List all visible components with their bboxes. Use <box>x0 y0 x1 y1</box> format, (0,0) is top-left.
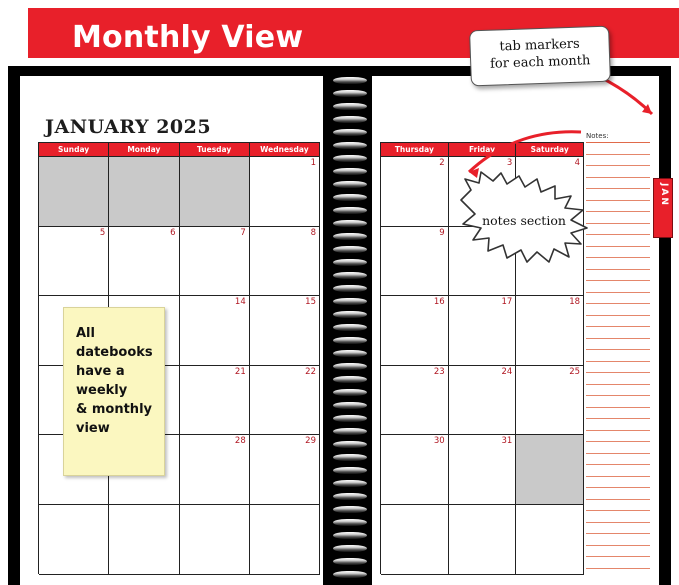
spiral-coil <box>332 102 368 111</box>
day-number: 4 <box>574 158 581 168</box>
day-number: 29 <box>305 436 316 447</box>
day-number: 21 <box>234 366 246 377</box>
spiral-coil <box>332 284 368 293</box>
spiral-coil <box>332 76 368 85</box>
spiral-coil <box>332 440 368 449</box>
calendar-day-cell[interactable] <box>109 505 179 575</box>
notes-line <box>586 477 650 489</box>
notes-line <box>586 293 650 305</box>
spiral-coil <box>332 479 368 488</box>
calendar-week-row <box>39 505 320 575</box>
calendar-day-cell[interactable] <box>109 227 179 297</box>
spiral-coil <box>332 154 368 163</box>
spiral-coil <box>332 362 368 371</box>
weekday-header-wednesday: Wednesday <box>250 143 320 157</box>
calendar-day-cell[interactable] <box>516 296 584 366</box>
calendar-week-row <box>381 435 584 505</box>
calendar-day-cell[interactable] <box>449 505 517 575</box>
notes-line <box>586 339 650 351</box>
calendar-day-cell[interactable] <box>381 366 449 436</box>
weekday-header-tuesday: Tuesday <box>180 143 250 157</box>
notes-line <box>586 270 650 282</box>
notes-line <box>586 419 650 431</box>
spiral-coil <box>332 232 368 241</box>
calendar-day-cell[interactable] <box>516 366 584 436</box>
notes-line <box>586 201 650 213</box>
spiral-coil <box>332 349 368 358</box>
day-number: 14 <box>234 297 246 308</box>
notes-line <box>586 546 650 558</box>
calendar-day-cell[interactable] <box>449 366 517 436</box>
calendar-day-cell[interactable] <box>381 296 449 366</box>
day-number: 17 <box>501 297 513 308</box>
calendar-day-cell[interactable] <box>250 435 320 505</box>
calendar-week-row <box>381 366 584 436</box>
calendar-day-cell[interactable] <box>250 366 320 436</box>
notes-callout-pointer-icon <box>463 128 583 184</box>
spiral-coil <box>332 427 368 436</box>
notes-line <box>586 523 650 535</box>
month-title: JANUARY 2025 <box>45 116 212 138</box>
day-number: 31 <box>501 436 513 447</box>
calendar-day-cell[interactable] <box>180 227 250 297</box>
calendar-week-row <box>381 505 584 575</box>
day-number: 5 <box>99 227 106 238</box>
spiral-coil <box>332 297 368 306</box>
callout-notes-label: notes section <box>482 213 566 228</box>
callout-tab-line-2: for each month <box>489 53 591 72</box>
spiral-coil <box>332 544 368 553</box>
calendar-day-cell[interactable] <box>180 366 250 436</box>
sticky-note <box>63 307 165 476</box>
notes-line <box>586 488 650 500</box>
day-number: 25 <box>569 366 581 377</box>
day-number: 30 <box>433 436 445 447</box>
calendar-day-cell[interactable] <box>449 296 517 366</box>
spiral-coil <box>332 89 368 98</box>
day-number: 16 <box>433 297 445 308</box>
calendar-day-cell[interactable] <box>516 505 584 575</box>
calendar-day-cell[interactable] <box>250 157 320 227</box>
calendar-day-cell[interactable] <box>39 505 109 575</box>
weekday-header-sunday: Sunday <box>39 143 109 157</box>
day-number: 7 <box>240 227 246 238</box>
calendar-week-row <box>39 157 320 227</box>
notes-label: Notes: <box>586 132 609 140</box>
spiral-coil <box>332 570 368 579</box>
spiral-coil <box>332 466 368 475</box>
day-number: 3 <box>506 158 513 168</box>
notes-line <box>586 442 650 454</box>
calendar-day-cell[interactable] <box>250 227 320 297</box>
spiral-coil <box>332 414 368 423</box>
sticky-line-4: weekly <box>76 383 128 398</box>
notes-line <box>586 281 650 293</box>
calendar-day-cell[interactable] <box>516 435 584 505</box>
calendar-day-cell[interactable] <box>381 505 449 575</box>
notes-line <box>586 247 650 259</box>
calendar-day-cell[interactable] <box>180 157 250 227</box>
notes-line <box>586 304 650 316</box>
notes-line <box>586 224 650 236</box>
notes-line <box>586 396 650 408</box>
spiral-coil <box>332 531 368 540</box>
day-number: 23 <box>433 366 445 377</box>
spiral-coil <box>332 505 368 514</box>
notes-line <box>586 235 650 247</box>
notes-line <box>586 189 650 201</box>
calendar-day-cell[interactable] <box>381 435 449 505</box>
spiral-coil <box>332 336 368 345</box>
notes-line <box>586 155 650 167</box>
day-number: 28 <box>234 436 246 447</box>
notes-line <box>586 327 650 339</box>
weekday-header-saturday: Saturday <box>516 143 584 157</box>
day-number: 18 <box>569 297 581 308</box>
spiral-coil <box>332 180 368 189</box>
day-number: 2 <box>439 158 445 168</box>
spiral-binding <box>328 74 372 585</box>
spiral-coil <box>332 271 368 280</box>
notes-line <box>586 454 650 466</box>
day-number: 8 <box>310 227 316 238</box>
calendar-day-cell[interactable] <box>180 435 250 505</box>
spiral-coil <box>332 167 368 176</box>
notes-line <box>586 465 650 477</box>
notes-line <box>586 431 650 443</box>
spiral-coil <box>332 401 368 410</box>
callout-tab-markers <box>469 26 611 87</box>
spiral-coil <box>332 323 368 332</box>
callout-tab-line-1: tab markers <box>499 36 580 55</box>
page-title: Monthly View <box>72 20 304 55</box>
weekday-header-thursday: Thursday <box>381 143 449 157</box>
notes-ruled-lines <box>586 142 650 575</box>
calendar-day-cell[interactable] <box>381 157 449 227</box>
spiral-coil <box>332 518 368 527</box>
callout-notes-section <box>455 170 593 265</box>
sticky-line-6: view <box>76 421 110 436</box>
notes-line <box>586 362 650 374</box>
calendar-day-cell[interactable] <box>180 296 250 366</box>
weekday-header-friday: Friday <box>449 143 517 157</box>
calendar-day-cell[interactable] <box>449 435 517 505</box>
sticky-line-5: & monthly <box>76 402 152 417</box>
day-number: 9 <box>439 227 445 238</box>
calendar-day-cell[interactable] <box>381 227 449 297</box>
notes-line <box>586 408 650 420</box>
spiral-coil <box>332 453 368 462</box>
sticky-line-1: All <box>76 326 95 341</box>
spiral-coil <box>332 219 368 228</box>
spiral-coil <box>332 258 368 267</box>
notes-line <box>586 385 650 397</box>
weekday-header-monday: Monday <box>109 143 179 157</box>
spiral-coil <box>332 115 368 124</box>
day-number: 22 <box>305 366 316 377</box>
spiral-coil <box>332 193 368 202</box>
spiral-coil <box>332 310 368 319</box>
month-tab-marker-jan[interactable] <box>653 178 673 238</box>
spiral-coil <box>332 388 368 397</box>
month-tab-label: JAN <box>659 183 669 207</box>
notes-line <box>586 511 650 523</box>
notes-line <box>586 258 650 270</box>
notes-line <box>586 350 650 362</box>
notes-line <box>586 212 650 224</box>
notes-line <box>586 166 650 178</box>
notes-line <box>586 143 650 155</box>
sticky-line-3: have a <box>76 364 125 379</box>
spiral-coil <box>332 557 368 566</box>
spiral-coil <box>332 128 368 137</box>
weekday-header-row-left <box>39 143 320 157</box>
day-number: 1 <box>310 158 316 168</box>
spiral-coil <box>332 206 368 215</box>
notes-section <box>586 132 650 578</box>
notes-line <box>586 534 650 546</box>
spiral-coil <box>332 375 368 384</box>
notes-line <box>586 373 650 385</box>
spiral-coil <box>332 141 368 150</box>
day-number: 15 <box>305 297 316 308</box>
calendar-day-cell[interactable] <box>180 505 250 575</box>
notes-line <box>586 178 650 190</box>
calendar-day-cell[interactable] <box>250 296 320 366</box>
calendar-day-cell[interactable] <box>250 505 320 575</box>
sticky-line-2: datebooks <box>76 345 153 360</box>
calendar-day-cell[interactable] <box>39 157 109 227</box>
day-number: 6 <box>170 227 176 238</box>
day-number: 24 <box>501 366 513 377</box>
calendar-week-row <box>39 227 320 297</box>
calendar-day-cell[interactable] <box>39 227 109 297</box>
calendar-week-row <box>381 296 584 366</box>
spiral-coil <box>332 245 368 254</box>
notes-line <box>586 557 650 569</box>
calendar-day-cell[interactable] <box>109 157 179 227</box>
notes-line <box>586 316 650 328</box>
notes-line <box>586 500 650 512</box>
spiral-coil <box>332 492 368 501</box>
